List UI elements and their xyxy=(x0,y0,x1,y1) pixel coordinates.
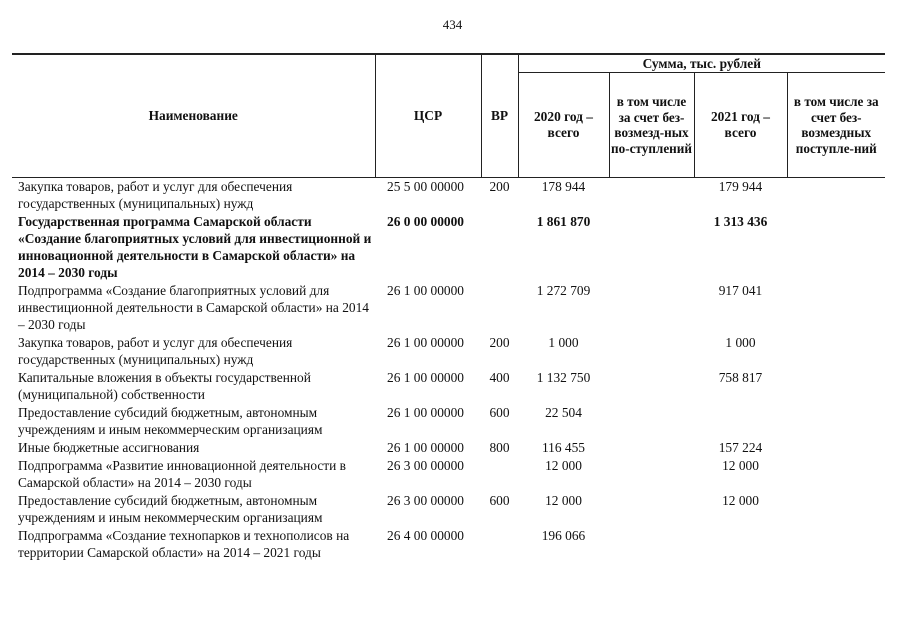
row-vr: 800 xyxy=(489,440,510,455)
row-vr: 200 xyxy=(489,335,510,350)
row-vr: 600 xyxy=(489,405,510,420)
table-row xyxy=(12,457,885,492)
row-name: Подпрограмма «Создание благоприятных условий для инвестиционной деятельности в Самарской области» на 2014 – 2030 годы xyxy=(18,283,369,332)
header-2020-gratuitous: в том числе за счет без-возмезд-ных по-ступлений xyxy=(609,73,694,178)
table-row xyxy=(12,282,885,334)
row-2021-gratuitous xyxy=(787,439,885,457)
row-csr: 26 0 00 00000 xyxy=(387,214,464,229)
row-vr xyxy=(481,527,518,562)
table-row xyxy=(12,178,885,214)
header-2020-total: 2020 год – всего xyxy=(518,73,609,178)
table-row xyxy=(12,439,885,457)
row-name: Подпрограмма «Создание технопарков и технополисов на территории Самарской области» на 2014 – 2021 годы xyxy=(18,528,350,560)
row-name: Предоставление субсидий бюджетным, автономным учреждениям и иным некоммерческим организациям xyxy=(18,405,323,437)
table-row xyxy=(12,404,885,439)
table-body xyxy=(12,178,885,563)
budget-table xyxy=(12,53,885,562)
row-2020-total: 1 000 xyxy=(548,335,579,350)
row-2020-total: 1 861 870 xyxy=(536,214,591,229)
row-2021-total: 12 000 xyxy=(722,493,759,508)
row-2021-gratuitous xyxy=(787,492,885,527)
row-csr: 26 1 00 00000 xyxy=(387,440,464,455)
row-2021-gratuitous xyxy=(787,527,885,562)
row-2020-gratuitous xyxy=(609,334,694,369)
row-2021-total: 758 817 xyxy=(718,370,763,385)
row-2021-gratuitous xyxy=(787,334,885,369)
row-name: Капитальные вложения в объекты государственной (муниципальной) собственности xyxy=(18,370,311,402)
row-2020-total: 12 000 xyxy=(545,493,582,508)
row-2020-gratuitous xyxy=(609,213,694,282)
header-csr: ЦСР xyxy=(375,54,481,178)
row-2020-gratuitous xyxy=(609,178,694,214)
row-2021-total: 157 224 xyxy=(718,440,763,455)
row-vr: 200 xyxy=(489,179,510,194)
row-2020-total: 22 504 xyxy=(545,405,582,420)
row-name: Закупка товаров, работ и услуг для обеспечения государственных (муниципальных) нужд xyxy=(18,335,293,367)
row-name: Предоставление субсидий бюджетным, автономным учреждениям и иным некоммерческим организациям xyxy=(18,493,323,525)
row-2021-gratuitous xyxy=(787,213,885,282)
row-2021-total: 12 000 xyxy=(722,458,759,473)
row-2020-total: 1 132 750 xyxy=(536,370,591,385)
row-2021-total xyxy=(694,527,787,562)
row-csr: 26 1 00 00000 xyxy=(387,335,464,350)
header-2021-total: 2021 год – всего xyxy=(694,73,787,178)
page-number: 434 xyxy=(442,17,463,32)
row-2021-total xyxy=(694,404,787,439)
row-2020-total: 178 944 xyxy=(541,179,586,194)
row-2020-gratuitous xyxy=(609,527,694,562)
row-csr: 26 1 00 00000 xyxy=(387,370,464,385)
table-row xyxy=(12,369,885,404)
row-2020-gratuitous xyxy=(609,492,694,527)
table-row xyxy=(12,492,885,527)
row-2020-gratuitous xyxy=(609,282,694,334)
row-2020-gratuitous xyxy=(609,457,694,492)
row-2021-total: 1 313 436 xyxy=(713,214,768,229)
row-csr: 25 5 00 00000 xyxy=(387,179,464,194)
header-2021-gratuitous: в том числе за счет без-возмездных поступле-ний xyxy=(787,73,885,178)
row-csr: 26 1 00 00000 xyxy=(387,405,464,420)
row-2020-gratuitous xyxy=(609,369,694,404)
row-name: Иные бюджетные ассигнования xyxy=(18,440,200,455)
row-csr: 26 4 00 00000 xyxy=(387,528,464,543)
row-2021-gratuitous xyxy=(787,404,885,439)
row-2021-total: 1 000 xyxy=(725,335,756,350)
table-row xyxy=(12,213,885,282)
table-row xyxy=(12,334,885,369)
row-vr xyxy=(481,282,518,334)
row-vr xyxy=(481,213,518,282)
row-2020-total: 116 455 xyxy=(541,440,586,455)
table-row xyxy=(12,527,885,562)
row-2021-total: 917 041 xyxy=(718,283,763,298)
row-vr: 600 xyxy=(489,493,510,508)
row-2020-gratuitous xyxy=(609,404,694,439)
row-2020-total: 12 000 xyxy=(545,458,582,473)
header-name: Наименование xyxy=(12,54,375,178)
header-sum-group: Сумма, тыс. рублей xyxy=(518,54,885,73)
row-name: Государственная программа Самарской области «Создание благоприятных условий для инвестиционной и инновационной деятельности в Самарской области» на 2014 – 2030 годы xyxy=(18,214,372,280)
header-vr: ВР xyxy=(481,54,518,178)
row-vr xyxy=(481,457,518,492)
row-2021-gratuitous xyxy=(787,282,885,334)
row-name: Закупка товаров, работ и услуг для обеспечения государственных (муниципальных) нужд xyxy=(18,179,293,211)
row-2020-total: 1 272 709 xyxy=(536,283,591,298)
row-2020-gratuitous xyxy=(609,439,694,457)
row-csr: 26 3 00 00000 xyxy=(387,458,464,473)
row-2021-total: 179 944 xyxy=(718,179,763,194)
row-2021-gratuitous xyxy=(787,178,885,214)
row-2020-total: 196 066 xyxy=(541,528,586,543)
row-2021-gratuitous xyxy=(787,369,885,404)
row-csr: 26 1 00 00000 xyxy=(387,283,464,298)
row-2021-gratuitous xyxy=(787,457,885,492)
row-name: Подпрограмма «Развитие инновационной деятельности в Самарской области» на 2014 – 2030 годы xyxy=(18,458,346,490)
row-vr: 400 xyxy=(489,370,510,385)
row-csr: 26 3 00 00000 xyxy=(387,493,464,508)
